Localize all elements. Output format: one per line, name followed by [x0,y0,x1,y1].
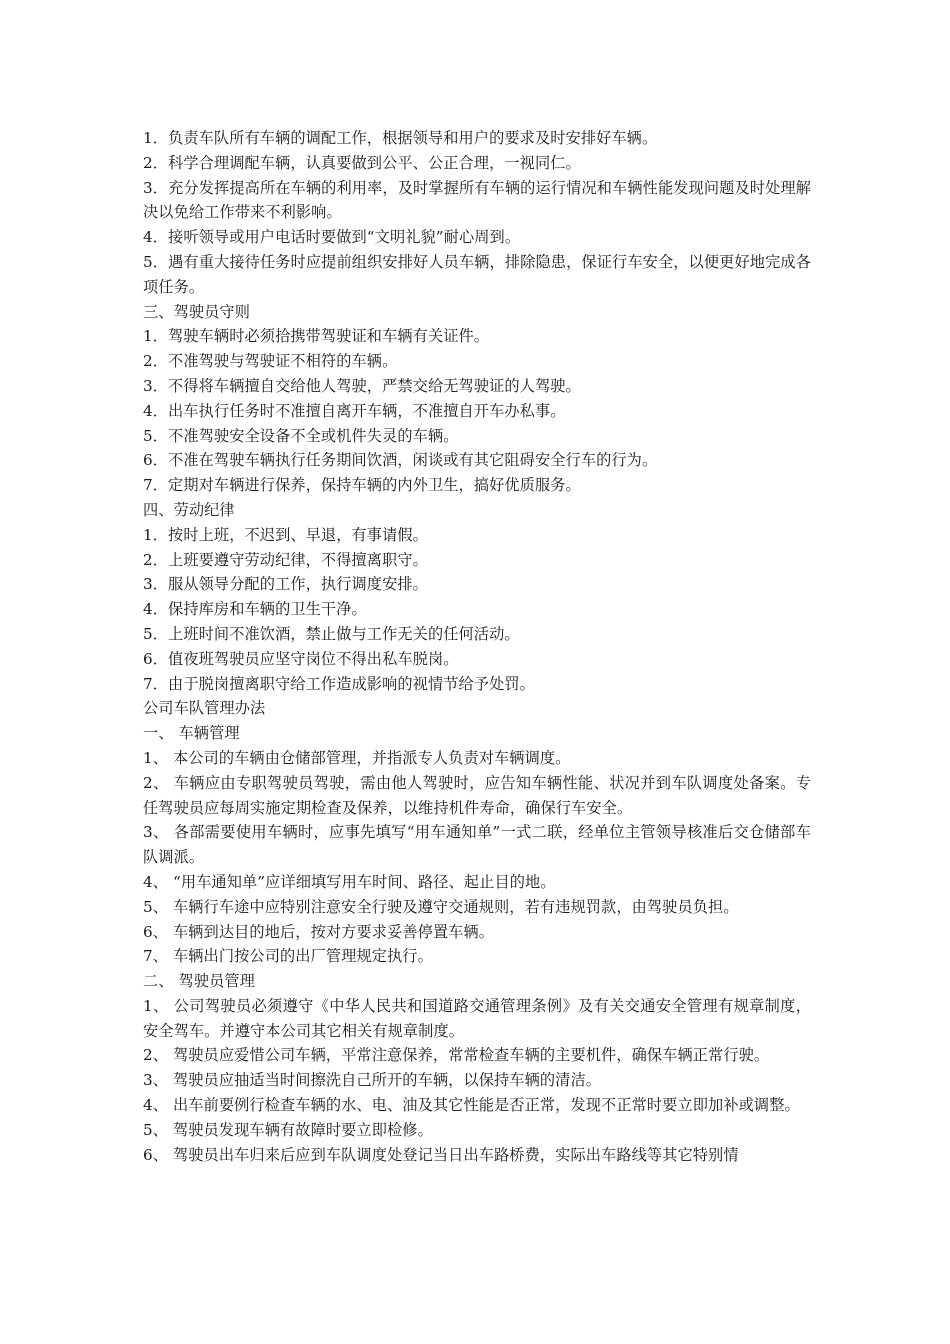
paragraph: 3、 驾驶员应抽适当时间擦洗自己所开的车辆，以保持车辆的清洁。 [143,1071,602,1090]
paragraph: 2．不准驾驶与驾驶证不相符的车辆。 [143,352,398,371]
paragraph: 6．值夜班驾驶员应坚守岗位不得出私车脱岗。 [143,649,459,668]
paragraph: 6、 驾驶员出车归来后应到车队调度处登记当日出车路桥费，实际出车路线等其它特别情 [143,1145,739,1164]
paragraph: 1．驾驶车辆时必须拾携带驾驶证和车辆有关证件。 [143,327,490,346]
paragraph: 7、 车辆出门按公司的出厂管理规定执行。 [143,947,433,966]
paragraph: 4．出车执行任务时不准擅自离开车辆，不准擅自开车办私事。 [143,401,566,420]
paragraph: 5、 驾驶员发现车辆有故障时要立即检修。 [143,1120,433,1139]
paragraph: 1、 公司驾驶员必须遵守《中华人民共和国道路交通管理条例》及有关交通安全管理有规章制度，安全驾车。并遵守本公司其它相关有规章制度。 [143,996,811,1040]
section-heading: 三、驾驶员守则 [143,302,251,321]
paragraph: 4．保持库房和车辆的卫生干净。 [143,600,367,619]
paragraph: 2、 驾驶员应爱惜公司车辆，平常注意保养，常常检查车辆的主要机件，确保车辆正常行驶。 [143,1046,770,1065]
paragraph: 7．定期对车辆进行保养，保持车辆的内外卫生，搞好优质服务。 [143,476,581,495]
document-title: 公司车队管理办法 [143,699,266,718]
paragraph: 1．负责车队所有车辆的调配工作，根据领导和用户的要求及时安排好车辆。 [143,129,658,147]
paragraph: 1．按时上班，不迟到、早退，有事请假。 [143,525,428,544]
paragraph: 5．不准驾驶安全设备不全或机件失灵的车辆。 [143,426,459,445]
paragraph: 2．科学合理调配车辆，认真要做到公平、公正合理，一视同仁。 [143,153,581,172]
paragraph: 5．上班时间不准饮酒，禁止做与工作无关的任何活动。 [143,624,520,643]
paragraph: 3、 各部需要使用车辆时，应事先填写“用车通知单”一式二联，经单位主管领导核准后交仓储部车队调派。 [143,823,811,867]
section-heading: 二、 驾驶员管理 [143,972,255,991]
paragraph: 6、 车辆到达目的地后，按对方要求妥善停置车辆。 [143,922,495,941]
paragraph: 4、 “用车通知单”应详细填写用车时间、路径、起止目的地。 [143,872,556,891]
section-heading: 四、劳动纪律 [143,500,235,519]
paragraph: 3．充分发挥提高所在车辆的利用率，及时掌握所有车辆的运行情况和车辆性能发现问题及时处理解决以免给工作带来不利影响。 [143,178,811,222]
document-body [143,126,811,1167]
section-heading: 一、 车辆管理 [143,724,240,743]
paragraph: 2、 车辆应由专职驾驶员驾驶，需由他人驾驶时，应告知车辆性能、状况并到车队调度处备案。专任驾驶员应每周实施定期检查及保养，以维持机件寿命，确保行车安全。 [143,773,811,817]
paragraph: 7．由于脱岗擅离职守给工作造成影响的视情节给予处罚。 [143,674,535,693]
paragraph: 3．不得将车辆擅自交给他人驾驶，严禁交给无驾驶证的人驾驶。 [143,376,581,395]
paragraph: 6．不准在驾驶车辆执行任务期间饮酒，闲谈或有其它阻碍安全行车的行为。 [143,451,658,470]
paragraph: 1、 本公司的车辆由仓储部管理，并指派专人负责对车辆调度。 [143,748,571,767]
paragraph: 5．遇有重大接待任务时应提前组织安排好人员车辆，排除隐患，保证行车安全，以便更好地完成各项任务。 [143,252,811,296]
paragraph: 4、 出车前要例行检查车辆的水、电、油及其它性能是否正常，发现不正常时要立即加补或调整。 [143,1096,800,1115]
paragraph: 4．接听领导或用户电话时要做到“文明礼貌”耐心周到。 [143,228,521,247]
paragraph: 2．上班要遵守劳动纪律，不得擅离职守。 [143,550,428,569]
paragraph: 3．服从领导分配的工作，执行调度安排。 [143,575,428,594]
paragraph: 5、 车辆行车途中应特别注意安全行驶及遵守交通规则，若有违规罚款，由驾驶员负担。 [143,897,739,916]
